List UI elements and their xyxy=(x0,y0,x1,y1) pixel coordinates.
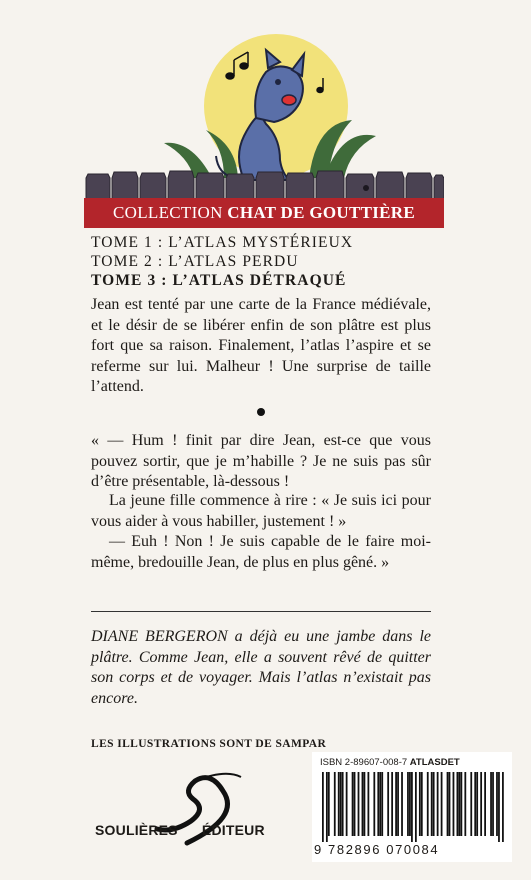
excerpt-paragraph-1: « — Hum ! finit par dire Jean, est-ce que vous pouvez sortir, que je m’habille ? Je ne suis pas sûr d’être présentable, là-dessous ! xyxy=(91,432,431,491)
tome-2: TOME 2 : L’ATLAS PERDU xyxy=(91,253,299,270)
tome-list xyxy=(91,233,451,290)
summary-paragraph: Jean est tenté par une carte de la France médiévale, et le désir de se libérer enfin de son plâtre est plus fort que sa raison. Finalement, l’atlas l’aspire et se referme sur lui. Malheur ! Une surprise de taille l’attend. xyxy=(91,296,431,396)
collection-banner xyxy=(84,198,444,228)
publisher-name xyxy=(95,822,265,838)
barcode-icon xyxy=(322,772,504,842)
divider xyxy=(91,611,431,612)
illustrations-credit: LES ILLUSTRATIONS SONT DE SAMPAR xyxy=(91,738,327,750)
excerpt-paragraph-2: La jeune fille commence à rire : « Je suis ici pour vous aider à vous habiller, justement ! » xyxy=(91,492,431,530)
publisher-name-left: SOULIÈRES xyxy=(95,822,178,838)
isbn-line xyxy=(320,757,460,768)
excerpt-paragraph-3: — Euh ! Non ! Je suis capable de le faire moi-même, bredouille Jean, de plus en plus gêné. » xyxy=(91,533,431,571)
tome-3: TOME 3 : L’ATLAS DÉTRAQUÉ xyxy=(91,272,347,289)
author-bio: DIANE BERGERON a déjà eu une jambe dans le plâtre. Comme Jean, elle a souvent rêvé de quitter son corps et de voyager. Mais l’atlas n’existait pas encore. xyxy=(91,628,431,707)
isbn-code: ATLASDET xyxy=(409,757,460,768)
isbn-block xyxy=(312,752,512,862)
cat-illustration-icon xyxy=(84,28,444,200)
publisher-logo-icon xyxy=(91,765,281,855)
collection-prefix: COLLECTION xyxy=(112,203,223,222)
publisher-name-right: ÉDITEUR xyxy=(201,822,265,838)
barcode-digits: 9 782896 070084 xyxy=(314,842,440,857)
section-bullet xyxy=(257,408,265,416)
series-title: CHAT DE GOUTTIÈRE xyxy=(227,203,415,222)
isbn-number: ISBN 2-89607-008-7 xyxy=(320,757,408,768)
tome-1: TOME 1 : L’ATLAS MYSTÉRIEUX xyxy=(91,234,354,251)
